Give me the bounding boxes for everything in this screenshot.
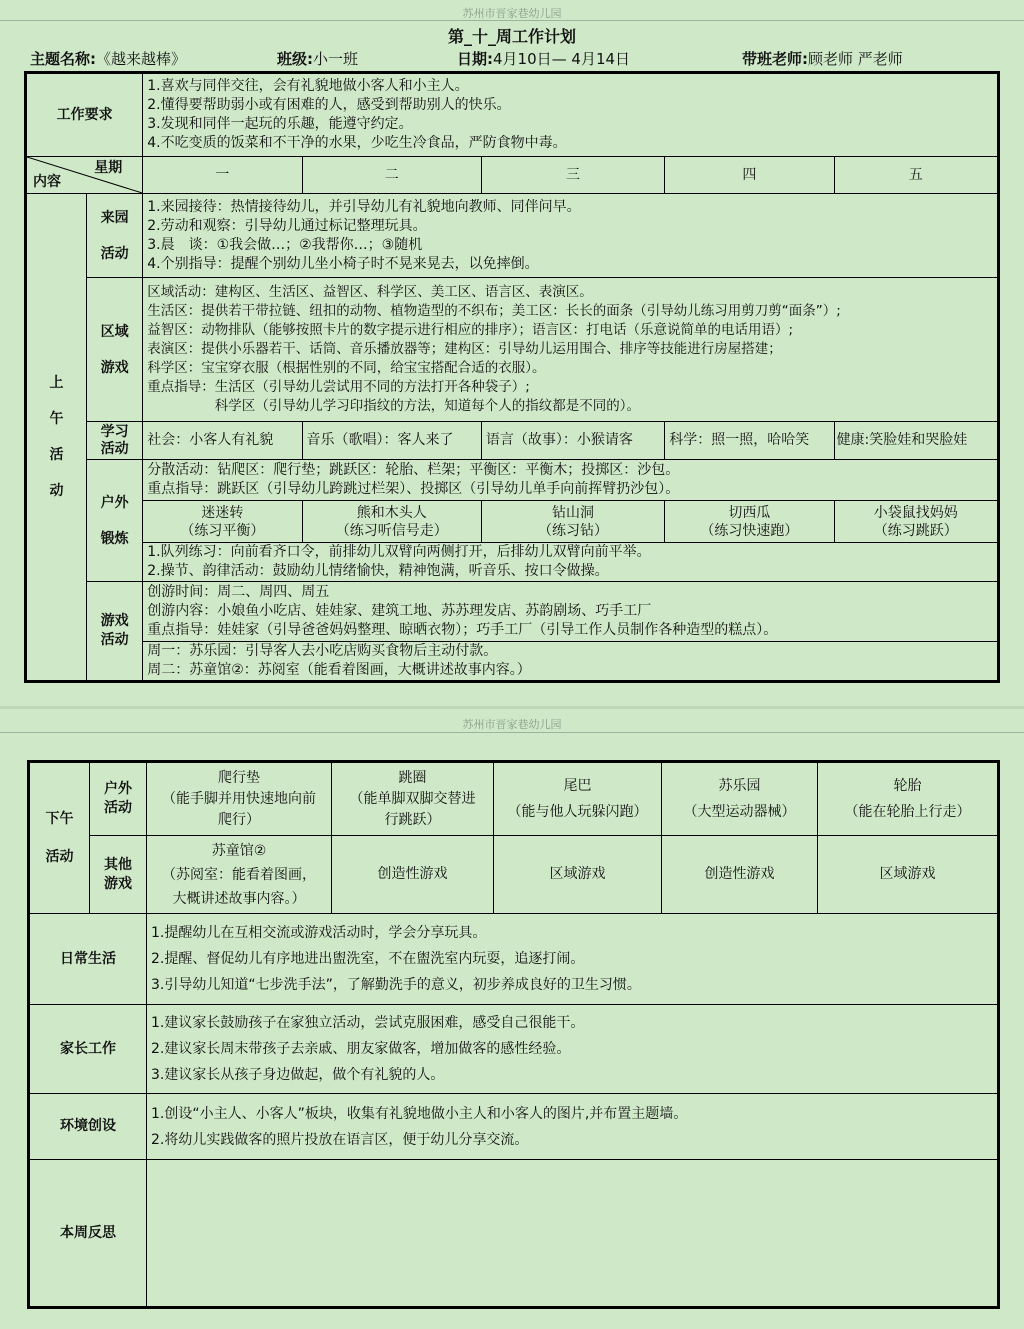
afternoon-other-row <box>29 836 999 914</box>
outdoor-games-row <box>26 501 999 543</box>
arrival-content: 1.来园接待：热情接待幼儿，并引导幼儿有礼貌地向教师、同伴问早。 2.劳动和观察：引导幼儿通过标记整理玩具。 3.晨 谈：①我会做…；②我帮你…；③随机 4.个别指导：提醒个别幼儿坐小椅子时不晃来晃去，以免摔倒。 <box>143 194 999 278</box>
afternoon-other-thu: 创造性游戏 <box>662 836 818 914</box>
page2-header: 苏州市晋家巷幼儿园 <box>462 718 562 731</box>
reflection-row <box>29 1160 999 1308</box>
afternoon-other-label: 其他 游戏 <box>90 836 147 914</box>
afternoon-other-mon: 苏童馆② （苏阅室：能看着图画， 大概讲述故事内容。） <box>147 836 332 914</box>
date-field: 日期:4月10日— 4月14日 <box>457 50 631 68</box>
area-games-content: 区域活动：建构区、生活区、益智区、科学区、美工区、语言区、表演区。 生活区：提供若干带拉链、纽扣的动物、植物造型的不织布；美工区：长长的面条（引导幼儿练习用剪刀剪“面条”）; 益智区：动物排队（能够按照卡片的数字提示进行相应的排序）；语言区：打电话（乐意说简单的电话用语）; 表演区：提供小乐器若干、话筒、音乐播放器等；建构区：引导幼儿运用围合、排序等技能进行房屋搭建； 科学区：宝宝穿衣服（根据性别的不同，给宝宝搭配合适的衣服）。 重点指导：生活区（引导幼儿尝试用不同的方法打开各种袋子）; 科学区（引导幼儿学习印指纹的方法，知道每个人的指纹都是不同的）。 <box>143 278 999 422</box>
work-requirements-row <box>26 73 999 157</box>
theme-field: 主题名称:《越来越棒》 <box>30 50 187 68</box>
outdoor-game-fri: 小袋鼠找妈妈 （练习跳跃） <box>834 501 998 543</box>
parent-work-row <box>29 1005 999 1094</box>
work-requirements-content: 1.喜欢与同伴交往，会有礼貌地做小客人和小主人。 2.懂得要帮助弱小或有困难的人，感受到帮助别人的快乐。 3.发现和同伴一起玩的乐趣，能遵守约定。 4.不吃变质的饭菜和不干净的水果，少吃生冷食品，严防食物中毒。 <box>143 73 999 157</box>
diag-week-label: 星期 <box>94 160 123 176</box>
class-field: 班级:小一班 <box>277 50 359 68</box>
page-title: 第_十_周工作计划 <box>447 27 576 46</box>
game-week-row <box>26 642 999 682</box>
outdoor-exercise-content: 1.队列练习：向前看齐口令，前排幼儿双臂向两侧打开，后排幼儿双臂向前平举。 2.操节、韵律活动：鼓励幼儿情绪愉快，精神饱满，听音乐、按口令做操。 <box>143 543 999 582</box>
diagonal-header-cell <box>26 157 143 194</box>
outdoor-free-content: 分散活动：钻爬区：爬行垫；跳跃区：轮胎、栏架；平衡区：平衡木；投掷区：沙包。 重点指导：跳跃区（引导幼儿跨跳过栏架）、投掷区（引导幼儿单手向前挥臂扔沙包）。 <box>143 460 999 501</box>
afternoon-outdoor-tue: 跳圈 （能单脚双脚交替进 行跳跃） <box>332 762 494 836</box>
outdoor-free-row <box>26 460 999 501</box>
outdoor-exercise-row <box>26 543 999 582</box>
outdoor-game-thu: 切西瓜 （练习快速跑） <box>665 501 834 543</box>
weekday-header-row <box>26 157 999 194</box>
page-break <box>0 706 1024 709</box>
afternoon-outdoor-label: 户外 活动 <box>90 762 147 836</box>
study-wed: 语言（故事）：小猴请客 <box>481 422 664 460</box>
daily-life-label: 日常生活 <box>29 914 147 1005</box>
parent-work-content: 1.建议家长鼓励孩子在家独立活动，尝试克服困难，感受自己很能干。 2.建议家长周末带孩子去亲戚、朋友家做客，增加做客的感性经验。 3.建议家长从孩子身边做起，做个有礼貌的人。 <box>147 1005 999 1094</box>
study-mon: 社会：小客人有礼貌 <box>143 422 302 460</box>
daily-life-row <box>29 914 999 1005</box>
environment-row <box>29 1094 999 1160</box>
afternoon-outdoor-fri: 轮胎 （能在轮胎上行走） <box>818 762 999 836</box>
page-header: 苏州市晋家巷幼儿园 <box>462 7 562 20</box>
header-rule <box>0 20 1024 21</box>
day-header-wed: 三 <box>481 157 664 194</box>
study-fri: 健康:笑脸娃和哭脸娃 <box>834 422 998 460</box>
outdoor-game-tue: 熊和木头人 （练习听信号走） <box>302 501 481 543</box>
reflection-content[interactable] <box>147 1160 999 1308</box>
afternoon-other-wed: 区域游戏 <box>494 836 662 914</box>
meta-row <box>30 48 1000 68</box>
game-activity-content: 创游时间：周二、周四、周五 创游内容：小娘鱼小吃店、娃娃家、建筑工地、苏苏理发店、苏韵剧场、巧手工厂 重点指导：娃娃家（引导爸爸妈妈整理、晾晒衣物）；巧手工厂（引导工作人员制作各种造型的糕点）。 <box>143 582 999 642</box>
game-week-content: 周一：苏乐园：引导客人去小吃店购买食物后主动付款。 周二：苏童馆②：苏阅室（能看着图画，大概讲述故事内容。） <box>143 642 999 682</box>
day-header-fri: 五 <box>834 157 998 194</box>
arrival-row <box>26 194 999 278</box>
afternoon-other-tue: 创造性游戏 <box>332 836 494 914</box>
parent-work-label: 家长工作 <box>29 1005 147 1094</box>
afternoon-outdoor-mon: 爬行垫 （能手脚并用快速地向前 爬行） <box>147 762 332 836</box>
afternoon-label: 下午 活动 <box>29 762 90 914</box>
weekly-plan-table-page2 <box>27 760 1000 1309</box>
daily-life-content: 1.提醒幼儿在互相交流或游戏活动时，学会分享玩具。 2.提醒、督促幼儿有序地进出盥洗室，不在盥洗室内玩耍，追逐打闹。 3.引导幼儿知道“七步洗手法”，了解勤洗手的意义，初步养成良好的卫生习惯。 <box>147 914 999 1005</box>
study-thu: 科学：照一照，哈哈笑 <box>665 422 834 460</box>
afternoon-outdoor-wed: 尾巴 （能与他人玩躲闪跑） <box>494 762 662 836</box>
day-header-thu: 四 <box>665 157 834 194</box>
arrival-label: 来园 活动 <box>87 194 143 278</box>
game-activity-row <box>26 582 999 642</box>
outdoor-game-mon: 迷迷转 （练习平衡） <box>143 501 302 543</box>
diag-content-label: 内容 <box>33 174 61 190</box>
study-tue: 音乐（歌唱）：客人来了 <box>302 422 481 460</box>
page2-header-rule <box>0 732 1024 733</box>
teacher-field: 带班老师:顾老师 严老师 <box>742 50 903 68</box>
outdoor-game-wed: 钻山洞 （练习钻） <box>481 501 664 543</box>
work-requirements-label: 工作要求 <box>26 73 143 157</box>
weekly-plan-table <box>24 71 1000 683</box>
afternoon-outdoor-thu: 苏乐园 （大型运动器械） <box>662 762 818 836</box>
morning-label: 上 午 活 动 <box>26 194 87 682</box>
area-games-label: 区域 游戏 <box>87 278 143 422</box>
game-activity-label: 游戏 活动 <box>87 582 143 682</box>
day-header-tue: 二 <box>302 157 481 194</box>
outdoor-label: 户外 锻炼 <box>87 460 143 582</box>
area-games-row <box>26 278 999 422</box>
study-label: 学习 活动 <box>87 422 143 460</box>
afternoon-other-fri: 区域游戏 <box>818 836 999 914</box>
study-row <box>26 422 999 460</box>
day-header-mon: 一 <box>143 157 302 194</box>
afternoon-outdoor-row <box>29 762 999 836</box>
environment-content: 1.创设“小主人、小客人”板块，收集有礼貌地做小主人和小客人的图片,并布置主题墙。 2.将幼儿实践做客的照片投放在语言区，便于幼儿分享交流。 <box>147 1094 999 1160</box>
reflection-label: 本周反思 <box>29 1160 147 1308</box>
environment-label: 环境创设 <box>29 1094 147 1160</box>
